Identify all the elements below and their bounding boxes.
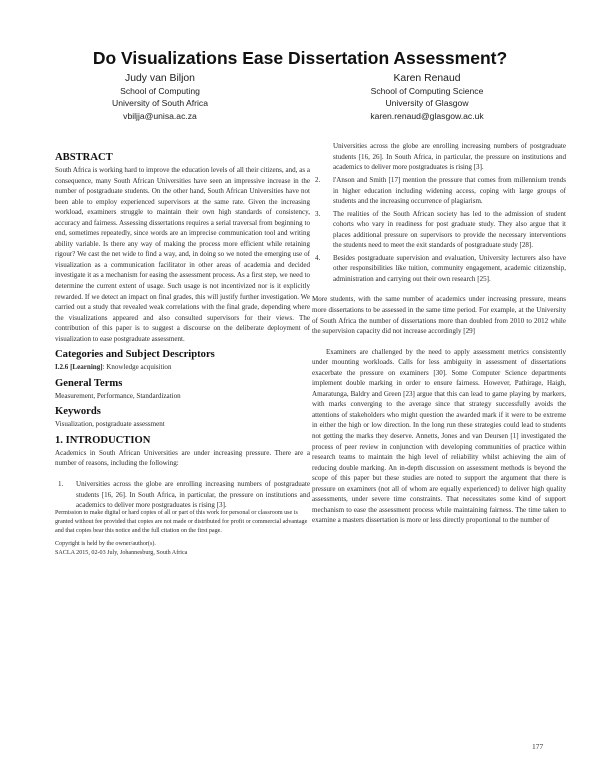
keywords-text: Visualization, postgraduate assessment xyxy=(55,420,165,429)
list-item: 2. l'Anson and Smith [17] mention the pressure that comes from millennium trends in higher education including widening access, coping with large groups of students and the increasing occurrence of plagiarism. xyxy=(315,176,566,206)
author-email: karen.renaud@glasgow.ac.uk xyxy=(370,110,484,121)
author-department: School of Computing xyxy=(120,86,200,96)
terms-heading: General Terms xyxy=(55,377,123,389)
list-item: 1. Universities across the globe are enrolling increasing numbers of postgraduate students [16, 26]. In South Africa, in particular, the pressure on institutions and academics to deliver more postgraduates is rising [3]. xyxy=(58,480,310,510)
reasons-list-start xyxy=(55,479,310,510)
introduction-text: Academics in South African Universities are under increasing pressure. There are a number of reasons, including the following: xyxy=(55,448,310,468)
author-block-1 xyxy=(60,72,260,122)
categories-heading: Categories and Subject Descriptors xyxy=(55,349,215,361)
permission-text: Permission to make digital or hard copies of all or part of this work for personal or classroom use is granted without fee provided that copies are not made or distributed for profit or commercial advantage and that copies bear this notice and the full citation on the first page. xyxy=(55,510,308,534)
author-name: Judy van Biljon xyxy=(125,73,195,84)
abstract-text: South Africa is working hard to improve the education levels of all their citizens, and, as a consequence, many South African Universities have seen an impressive increase in the number of postgraduate students. On the other hand, South African Universities have not been able to employ experienced supervisors at the same rate. Given the increasing workload, examiners struggle to maintain their own high standards of consistency, accuracy and fairness. Assessing dissertations requires a serial traversal from beginning to end, sometimes repeatedly, since words are an imprecise communication tool and writing ability variable. Is there any way of making the process more efficient while retaining rigour? We cast the net wide to find a way, and, in doing so we noted the emerging use of visualization as a communication facilitator in other areas of academia and decided investigate it as a mechanism for easing the assessment process. As a first step, we need to determine the current extent of usage. Such usage is not incentivized nor is it explicitly rewarded. If we detect an impact on final grades, this will justify further investigation. We carried out a study that revealed weak correlations with the final grade, depending where the visualizations appeared and also consulted supervisors for their views. The contribution of this paper is to suggest a discourse on the deliberate deployment of visualization to ease postgraduate assessment. xyxy=(55,166,310,343)
page-number: 177 xyxy=(532,742,544,751)
left-column xyxy=(55,152,310,742)
venue-text: SACLA 2015, 02-03 July, Johannesburg, South Africa xyxy=(55,550,188,557)
abstract-heading: ABSTRACT xyxy=(55,152,113,163)
author-name: Karen Renaud xyxy=(393,73,461,84)
author-block-2 xyxy=(327,72,527,122)
introduction-heading: 1. INTRODUCTION xyxy=(55,434,151,446)
author-department: School of Computing Science xyxy=(370,86,484,96)
terms-text: Measurement, Performance, Standardization xyxy=(55,391,181,400)
categories-description: : Knowledge acquisition xyxy=(102,363,172,372)
copyright-text: Copyright is held by the owner/author(s). xyxy=(55,541,156,548)
author-university: University of Glasgow xyxy=(385,98,469,109)
permission-notice xyxy=(55,509,310,558)
list-item: 3. The realities of the South African society has led to the admission of student cohorts who vary in readiness for post graduate study. They also argue that it places additional pressure on supervisors to provide the necessary interventions the students need to meet the exit standards of postgraduate study [28]. xyxy=(315,209,566,250)
author-email: vbiljja@unisa.ac.za xyxy=(123,110,197,121)
author-university: University of South Africa xyxy=(111,98,208,109)
keywords-heading: Keywords xyxy=(55,406,101,418)
categories-text xyxy=(55,362,310,373)
list-item: 4. Besides postgraduate supervision and evaluation, University lecturers also have other responsibilities like tuition, community engagement, academic citizenship, administration and carrying out their own research [25]. xyxy=(315,253,566,283)
categories-code: I.2.6 [Learning] xyxy=(55,363,103,372)
intro-paragraph-2: Examiners are challenged by the need to apply assessment metrics consistently under mounting workloads. Calls for less ambiguity in assessment of dissertations exacerbate the pressure on examiners [30]. Some Computer Science departments implement double marking in order to ensure fairness. However, Pathirage, Haigh, Amaratunga, Baldry and Green [23] argue that this can lead to game playing by markers, with marks converging to the average since that strategy successfully avoids the attentions of stakeholders who might question the awarded mark if it were to be extreme in either the high or low direction. In the long run these strategies could lead to students not getting the marks they deserve. Annetts, Jones and van Deursen [1] investigated the process of peer review in conjunction with developing communities of practice within research teams to maintain the high level of reliability whilst achieving the aim of reducing double marking. An in-depth discussion on assessment methods is beyond the scope of this paper but these studies are noted to support the argument that there is pressure on examiners (not all of whom are equally experienced) to deliver high quality assessments, under severe time constraints. That necessitates some kind of support mechanism to ease the assessment process while maintaining fairness. The time taken to examine a masters dissertation is more or less directly proportional to the number of xyxy=(312,347,566,525)
paper-title: Do Visualizations Ease Dissertation Assessment? xyxy=(92,48,508,68)
list-item: Universities across the globe are enrolling increasing numbers of postgraduate students [16, 26]. In South Africa, in particular, the pressure on institutions and academics to deliver more postgraduates is rising [3]. xyxy=(333,142,566,172)
intro-paragraph-1: More students, with the same number of academics under increasing pressure, means more dissertations to be assessed in the same time period. For example, at the University of South Africa the number of dissertations more than doubled from 2010 to 2012 while the supervision capacity did not increase accordingly [29] xyxy=(312,295,566,336)
right-column xyxy=(312,142,566,742)
reasons-list-continued xyxy=(312,131,566,284)
